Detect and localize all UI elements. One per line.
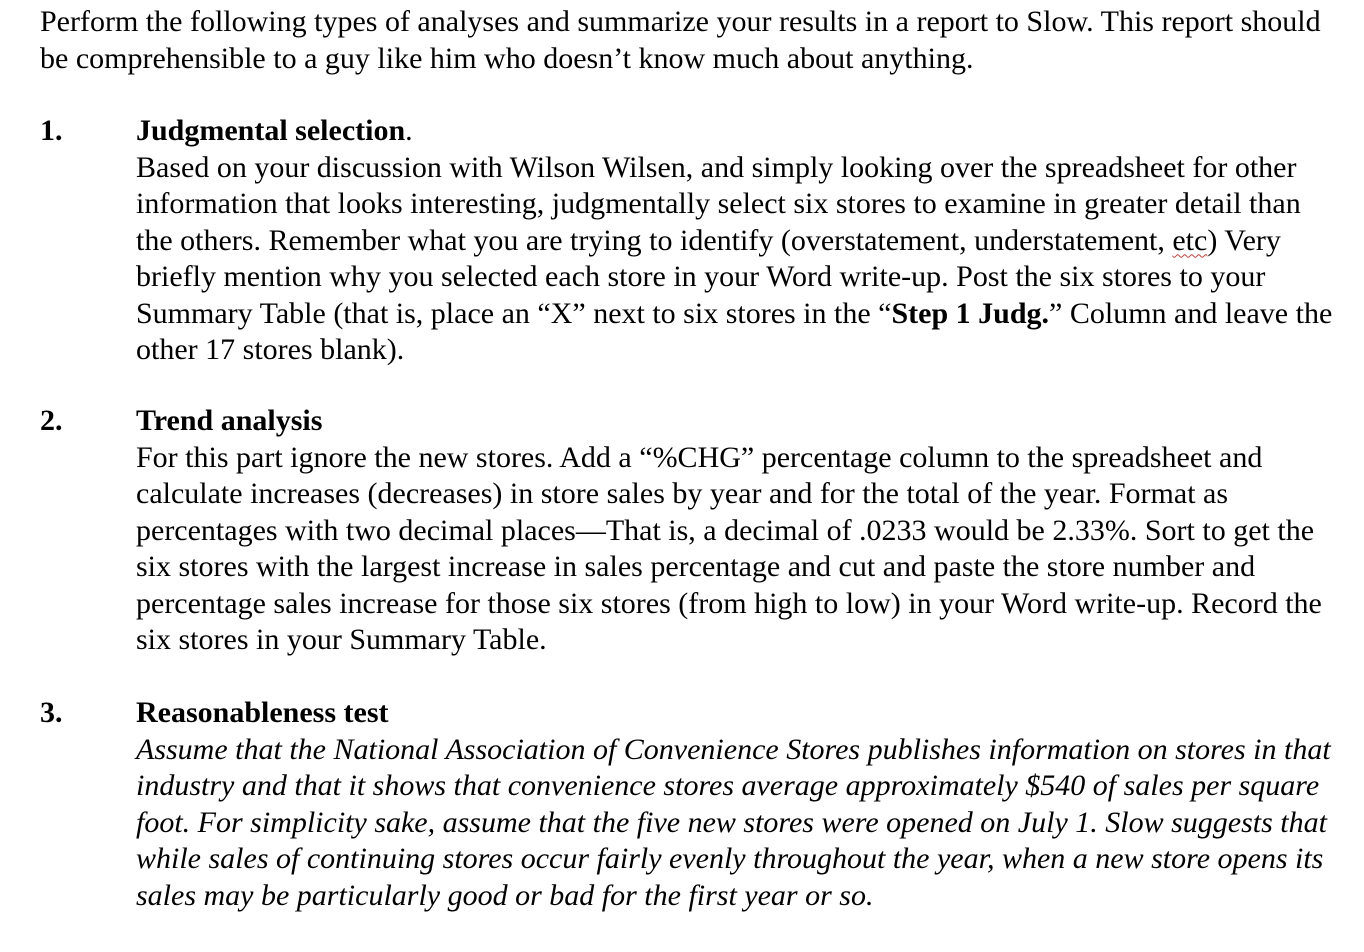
body-text-part-2: ) Very briefly mention why you selected each store in your Word write-up. Post the six stores to your Summary Table (that is, place an “X” next to six stores in the “ xyxy=(136,223,1281,330)
item-heading: Reasonableness test xyxy=(136,696,389,729)
spellcheck-word: etc xyxy=(1172,223,1208,257)
item-heading xyxy=(136,113,1336,150)
item-heading: Trend analysis xyxy=(136,404,323,437)
item-content xyxy=(136,695,1336,914)
item-body xyxy=(136,150,1336,369)
body-text-part-3: ” Column and leave the other 17 stores blank). xyxy=(136,296,1333,366)
item-body: Assume that the National Association of Convenience Stores publishes information on stores in that industry and that it shows that convenience stores average approximately $540 of sales per square foot. For simplicity sake, assume that the five new stores were opened on July 1. Slow suggests that while sales of continuing stores occur fairly evenly throughout the year, when a new store opens its sales may be particularly good or bad for the first year or so. xyxy=(136,732,1331,912)
intro-paragraph: Perform the following types of analyses and summarize your results in a report to Slow. This report should be comprehensible to a guy like him who doesn’t know much about anything. xyxy=(40,5,1321,75)
step-1-judg-label: Step 1 Judg. xyxy=(891,296,1050,330)
item-content xyxy=(136,113,1336,369)
item-number: 3. xyxy=(40,696,63,729)
item-number: 2. xyxy=(40,404,63,437)
item-body: For this part ignore the new stores. Add a “%CHG” percentage column to the spreadsheet and calculate increases (decreases) in store sales by year and for the total of the year. Format as percentages with two decimal places—That is, a decimal of .0233 would be 2.33%. Sort to get the six stores with the largest increase in sales percentage and cut and paste the store number and percentage sales increase for those six stores (from high to low) in your Word write-up. Record the six stores in your Summary Table. xyxy=(136,440,1322,656)
item-content xyxy=(136,403,1336,659)
body-text-part-1: Based on your discussion with Wilson Wilsen, and simply looking over the spreadsheet for other information that looks interesting, judgmentally select six stores to examine in greater detail than the others. Remember what you are trying to identify (overstatement, understatement, xyxy=(136,150,1301,257)
heading-period: . xyxy=(405,114,413,147)
item-number: 1. xyxy=(40,114,63,147)
heading-text: Judgmental selection xyxy=(136,114,406,147)
